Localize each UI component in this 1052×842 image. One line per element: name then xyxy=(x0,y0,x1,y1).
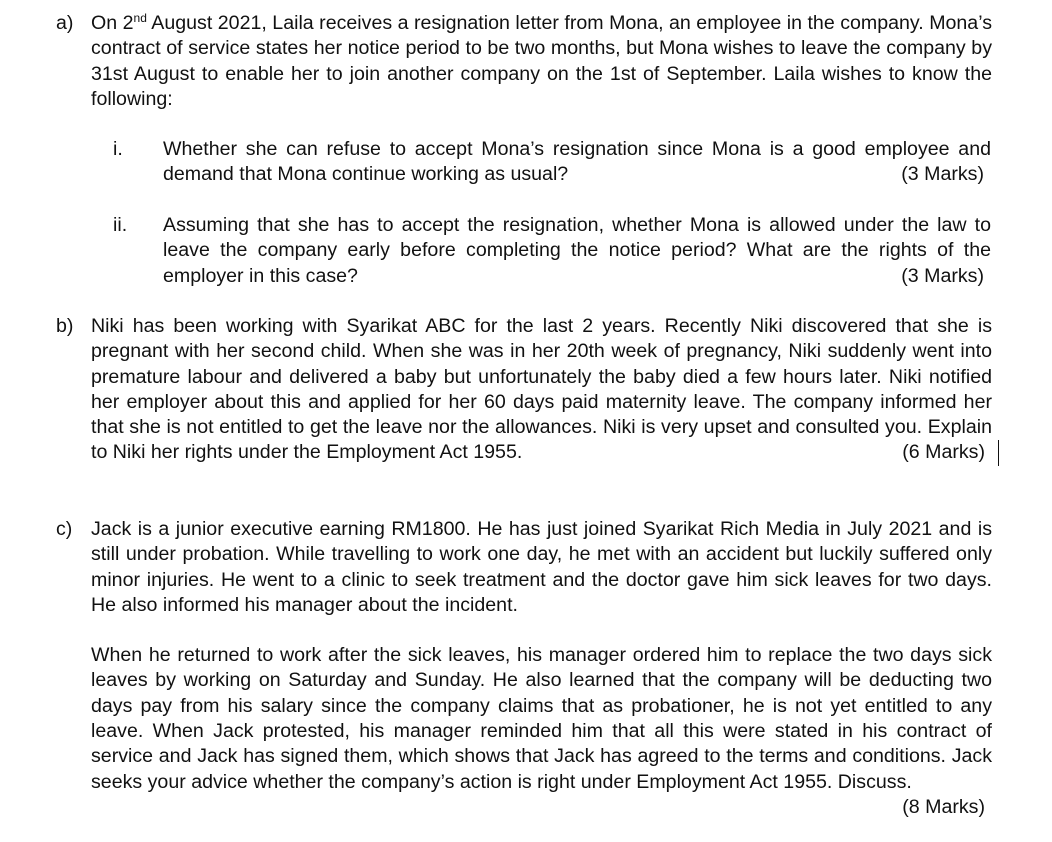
sub-question-i-body: Whether she can refuse to accept Mona’s resignation since Mona is a good employee and demand that Mona continue working as usual? xyxy=(163,138,991,186)
sub-question-i-label: i. xyxy=(113,138,123,160)
question-b-text xyxy=(91,314,992,466)
question-b-body: Niki has been working with Syarikat ABC for the last 2 years. Recently Niki discovered that she is pregnant with her second child. When she was in her 20th week of pregnancy, Niki suddenly went into premature labour and delivered a baby but unfortunately the baby died a few hours later. Niki notified her employer about this and applied for her 60 days paid maternity leave. The company informed her that she is not entitled to get the leave nor the allowances. Niki is very upset and consulted you. Explain to Niki her rights under the Employment Act 1955. xyxy=(91,315,992,464)
question-b-marks: (6 Marks) xyxy=(902,441,985,464)
question-a xyxy=(56,11,992,112)
sub-question-ii xyxy=(113,213,991,289)
question-a-text-pre: On 2 xyxy=(91,12,134,34)
sub-question-ii-body: Assuming that she has to accept the resignation, whether Mona is allowed under the law to leave the company early before completing the notice period? What are the rights of the employer in this case? xyxy=(163,214,991,287)
sub-question-i-text xyxy=(163,137,991,188)
question-c-label: c) xyxy=(56,518,73,540)
sub-question-ii-marks: (3 Marks) xyxy=(901,264,984,287)
question-b xyxy=(56,314,992,466)
question-a-superscript: nd xyxy=(133,11,147,25)
question-a-label: a) xyxy=(56,12,74,34)
question-a-text-post: August 2021, Laila receives a resignation letter from Mona, an employee in the company. Mona’s contract of service states her notice period to be two months, but Mona wishes to leave the company by 31st August to enable her to join another company on the 1st of September. Laila wishes to know the following: xyxy=(91,12,992,110)
question-c-para-1: Jack is a junior executive earning RM1800. He has just joined Syarikat Rich Media in July 2021 and is still under probation. While travelling to work one day, he met with an accident but luckily suffered only minor injuries. He went to a clinic to seek treatment and the doctor gave him sick leaves for two days. He also informed his manager about the incident. xyxy=(91,518,992,616)
sub-question-i xyxy=(113,137,991,188)
question-c-marks: (8 Marks) xyxy=(902,795,985,818)
question-a-text xyxy=(91,11,992,112)
text-cursor xyxy=(998,440,999,466)
question-c xyxy=(56,517,992,820)
sub-question-ii-text xyxy=(163,213,991,289)
sub-question-ii-label: ii. xyxy=(113,214,128,236)
sub-question-i-marks: (3 Marks) xyxy=(901,163,984,186)
question-c-para-2 xyxy=(91,643,992,818)
question-b-label: b) xyxy=(56,315,74,337)
question-c-para-2-body: When he returned to work after the sick leaves, his manager ordered him to replace the two days sick leaves by working on Saturday and Sunday. He also learned that the company will be deducting two days pay from his salary since the company claims that as probationer, he is not yet entitled to any leave. When Jack protested, his manager reminded him that all this were stated in his contract of service and Jack has signed them, which shows that Jack has agreed to the terms and conditions. Jack seeks your advice whether the company’s action is right under Employment Act 1955. Discuss. xyxy=(91,644,992,793)
